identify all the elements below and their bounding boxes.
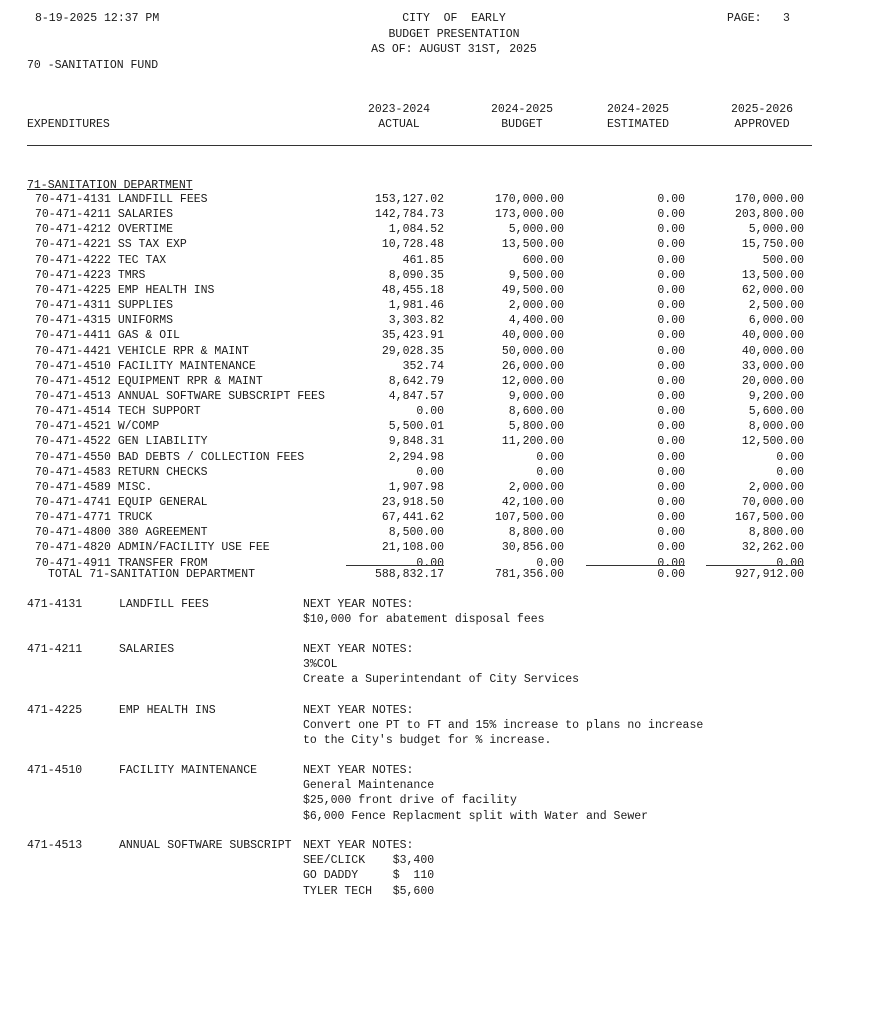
- approved-cell: 203,800.00: [734, 208, 804, 222]
- total-budget: 781,356.00: [494, 568, 564, 581]
- account-cell: 70-471-4514 TECH SUPPORT: [35, 405, 201, 419]
- budget-cell: 5,800.00: [508, 420, 564, 434]
- note-account-name: LANDFILL FEES: [119, 598, 209, 611]
- account-cell: 70-471-4741 EQUIP GENERAL: [35, 496, 208, 509]
- actual-cell: 1,907.98: [388, 480, 444, 494]
- estimated-cell: 0.00: [657, 496, 685, 509]
- actual-cell: 0.00: [416, 405, 444, 419]
- note-heading: NEXT YEAR NOTES:: [303, 839, 414, 852]
- account-cell: 70-471-4421 VEHICLE RPR & MAINT: [35, 344, 249, 358]
- note-line: $6,000 Fence Replacment split with Water and Sewer: [303, 809, 649, 823]
- approved-cell: 6,000.00: [748, 314, 804, 328]
- budget-cell: 11,200.00: [501, 435, 564, 449]
- approved-cell: 0.00: [776, 450, 804, 464]
- actual-cell: 461.85: [402, 253, 444, 267]
- actual-cell: 142,784.73: [374, 208, 444, 222]
- col4-type: APPROVED: [734, 118, 790, 131]
- approved-cell: 40,000.00: [741, 329, 804, 343]
- estimated-cell: 0.00: [657, 526, 685, 540]
- col3-type: ESTIMATED: [606, 118, 670, 131]
- estimated-cell: 0.00: [657, 283, 685, 297]
- actual-cell: 0.00: [416, 465, 444, 479]
- budget-cell: 8,800.00: [508, 526, 564, 540]
- col2-year: 2024-2025: [490, 103, 554, 116]
- actual-cell: 67,441.62: [381, 511, 444, 525]
- budget-cell: 12,000.00: [501, 374, 564, 388]
- actual-cell: 4,847.57: [388, 389, 444, 403]
- department-title: 71-SANITATION DEPARTMENT: [27, 179, 193, 192]
- table-row: [0, 389, 889, 404]
- budget-cell: 0.00: [536, 556, 564, 570]
- estimated-cell: 0.00: [657, 238, 685, 252]
- approved-cell: 2,500.00: [748, 299, 804, 313]
- budget-cell: 5,000.00: [508, 223, 564, 237]
- table-row: [0, 283, 889, 298]
- table-row: [0, 253, 889, 268]
- approved-cell: 2,000.00: [748, 480, 804, 494]
- budget-cell: 0.00: [536, 450, 564, 464]
- budget-cell: 40,000.00: [501, 329, 564, 343]
- table-row: [0, 344, 889, 359]
- note-account-code: 471-4510: [27, 764, 83, 777]
- budget-cell: 4,400.00: [508, 314, 564, 328]
- approved-cell: 33,000.00: [741, 359, 804, 373]
- total-label: TOTAL 71-SANITATION DEPARTMENT: [48, 568, 256, 581]
- actual-cell: 48,455.18: [381, 283, 444, 297]
- table-row: [0, 313, 889, 328]
- total-rule-estimated: [586, 565, 685, 566]
- note-line: Create a Superintendant of City Services: [303, 673, 580, 687]
- note-heading: NEXT YEAR NOTES:: [303, 643, 414, 656]
- budget-cell: 0.00: [536, 465, 564, 479]
- table-row: [0, 268, 889, 283]
- approved-cell: 8,000.00: [748, 420, 804, 434]
- approved-cell: 9,200.00: [748, 389, 804, 403]
- note-account-name: FACILITY MAINTENANCE: [119, 764, 258, 777]
- estimated-cell: 0.00: [657, 359, 685, 373]
- col1-year: 2023-2024: [367, 103, 431, 116]
- approved-cell: 32,262.00: [741, 541, 804, 555]
- table-row: [0, 404, 889, 419]
- budget-cell: 2,000.00: [508, 299, 564, 313]
- section-label: EXPENDITURES: [27, 118, 110, 131]
- budget-cell: 170,000.00: [494, 193, 564, 206]
- table-row: [0, 495, 889, 510]
- account-cell: 70-471-4315 UNIFORMS: [35, 314, 174, 328]
- approved-cell: 70,000.00: [741, 496, 804, 509]
- estimated-cell: 0.00: [657, 420, 685, 434]
- approved-cell: 5,600.00: [748, 405, 804, 419]
- note-account-code: 471-4211: [27, 643, 83, 656]
- total-estimated: 0.00: [657, 568, 685, 581]
- note-line: $25,000 front drive of facility: [303, 794, 517, 808]
- estimated-cell: 0.00: [657, 253, 685, 267]
- account-cell: 70-471-4583 RETURN CHECKS: [35, 465, 208, 479]
- note-line: Convert one PT to FT and 15% increase to plans no increase: [303, 719, 704, 733]
- account-cell: 70-471-4522 GEN LIABILITY: [35, 435, 208, 449]
- approved-cell: 20,000.00: [741, 374, 804, 388]
- approved-cell: 5,000.00: [748, 223, 804, 237]
- account-cell: 70-471-4510 FACILITY MAINTENANCE: [35, 359, 256, 373]
- approved-cell: 15,750.00: [741, 238, 804, 252]
- table-row: [0, 237, 889, 252]
- note-account-name: SALARIES: [119, 643, 175, 656]
- approved-cell: 167,500.00: [734, 511, 804, 525]
- account-cell: 70-471-4211 SALARIES: [35, 208, 174, 222]
- table-row: [0, 525, 889, 540]
- account-cell: 70-471-4771 TRUCK: [35, 511, 153, 525]
- budget-cell: 26,000.00: [501, 359, 564, 373]
- actual-cell: 1,084.52: [388, 223, 444, 237]
- actual-cell: 10,728.48: [381, 238, 444, 252]
- account-cell: 70-471-4589 MISC.: [35, 480, 153, 494]
- note-line: to the City's budget for % increase.: [303, 734, 552, 748]
- page-label: PAGE:: [727, 12, 762, 25]
- col4-year: 2025-2026: [730, 103, 794, 116]
- approved-cell: 0.00: [776, 556, 804, 570]
- estimated-cell: 0.00: [657, 314, 685, 328]
- estimated-cell: 0.00: [657, 208, 685, 222]
- account-cell: 70-471-4212 OVERTIME: [35, 223, 174, 237]
- approved-cell: 170,000.00: [734, 193, 804, 206]
- estimated-cell: 0.00: [657, 329, 685, 343]
- table-row: [0, 298, 889, 313]
- account-cell: 70-471-4311 SUPPLIES: [35, 299, 174, 313]
- note-line: General Maintenance: [303, 779, 435, 793]
- table-row: [0, 434, 889, 449]
- actual-cell: 35,423.91: [381, 329, 444, 343]
- estimated-cell: 0.00: [657, 450, 685, 464]
- budget-cell: 2,000.00: [508, 480, 564, 494]
- account-cell: 70-471-4512 EQUIPMENT RPR & MAINT: [35, 374, 263, 388]
- table-row: [0, 540, 889, 555]
- account-cell: 70-471-4221 SS TAX EXP: [35, 238, 187, 252]
- city-name: CITY OF EARLY: [402, 12, 506, 25]
- account-cell: 70-471-4820 ADMIN/FACILITY USE FEE: [35, 541, 270, 555]
- budget-cell: 9,000.00: [508, 389, 564, 403]
- table-row: [0, 192, 889, 207]
- table-row: [0, 359, 889, 374]
- report-datetime: 8-19-2025 12:37 PM: [35, 12, 160, 25]
- actual-cell: 8,090.35: [388, 268, 444, 282]
- note-account-name: EMP HEALTH INS: [119, 704, 216, 717]
- account-cell: 70-471-4222 TEC TAX: [35, 253, 167, 267]
- budget-cell: 9,500.00: [508, 268, 564, 282]
- account-cell: 70-471-4131 LANDFILL FEES: [35, 193, 208, 206]
- report-as-of: AS OF: AUGUST 31ST, 2025: [371, 43, 537, 56]
- table-row: [0, 419, 889, 434]
- budget-cell: 173,000.00: [494, 208, 564, 222]
- report-title: BUDGET PRESENTATION: [388, 28, 520, 41]
- budget-cell: 42,100.00: [501, 496, 564, 509]
- note-heading: NEXT YEAR NOTES:: [303, 764, 414, 777]
- note-line: SEE/CLICK $3,400: [303, 854, 435, 868]
- budget-cell: 50,000.00: [501, 344, 564, 358]
- account-cell: 70-471-4223 TMRS: [35, 268, 146, 282]
- note-account-code: 471-4225: [27, 704, 83, 717]
- account-cell: 70-471-4521 W/COMP: [35, 420, 160, 434]
- approved-cell: 62,000.00: [741, 283, 804, 297]
- col1-type: ACTUAL: [378, 118, 420, 131]
- estimated-cell: 0.00: [657, 511, 685, 525]
- budget-cell: 13,500.00: [501, 238, 564, 252]
- estimated-cell: 0.00: [657, 389, 685, 403]
- total-actual: 588,832.17: [374, 568, 444, 581]
- approved-cell: 0.00: [776, 465, 804, 479]
- estimated-cell: 0.00: [657, 405, 685, 419]
- actual-cell: 153,127.02: [374, 193, 444, 206]
- estimated-cell: 0.00: [657, 223, 685, 237]
- page-number: 3: [783, 12, 790, 25]
- note-heading: NEXT YEAR NOTES:: [303, 598, 414, 611]
- estimated-cell: 0.00: [657, 541, 685, 555]
- approved-cell: 8,800.00: [748, 526, 804, 540]
- budget-cell: 600.00: [522, 253, 564, 267]
- account-cell: 70-471-4513 ANNUAL SOFTWARE SUBSCRIPT FEES: [35, 389, 325, 403]
- actual-cell: 8,500.00: [388, 526, 444, 540]
- approved-cell: 13,500.00: [741, 268, 804, 282]
- budget-cell: 30,856.00: [501, 541, 564, 555]
- note-heading: NEXT YEAR NOTES:: [303, 704, 414, 717]
- actual-cell: 1,981.46: [388, 299, 444, 313]
- budget-cell: 107,500.00: [494, 511, 564, 525]
- header-divider: [27, 145, 812, 146]
- actual-cell: 21,108.00: [381, 541, 444, 555]
- col3-year: 2024-2025: [606, 103, 670, 116]
- table-row: [0, 450, 889, 465]
- fund-name: 70 -SANITATION FUND: [27, 59, 159, 72]
- table-row: [0, 222, 889, 237]
- note-line: $10,000 for abatement disposal fees: [303, 613, 545, 627]
- total-approved: 927,912.00: [734, 568, 804, 581]
- estimated-cell: 0.00: [657, 299, 685, 313]
- table-row: [0, 374, 889, 389]
- actual-cell: 3,303.82: [388, 314, 444, 328]
- estimated-cell: 0.00: [657, 344, 685, 358]
- table-row: [0, 465, 889, 480]
- actual-cell: 9,848.31: [388, 435, 444, 449]
- table-row: [0, 480, 889, 495]
- approved-cell: 40,000.00: [741, 344, 804, 358]
- estimated-cell: 0.00: [657, 556, 685, 570]
- account-cell: 70-471-4911 TRANSFER FROM: [35, 556, 208, 570]
- table-row: [0, 207, 889, 222]
- budget-cell: 8,600.00: [508, 405, 564, 419]
- total-row: [0, 567, 889, 582]
- estimated-cell: 0.00: [657, 435, 685, 449]
- budget-cell: 49,500.00: [501, 283, 564, 297]
- note-line: 3%COL: [303, 658, 338, 672]
- actual-cell: 0.00: [416, 556, 444, 570]
- estimated-cell: 0.00: [657, 374, 685, 388]
- note-account-code: 471-4131: [27, 598, 83, 611]
- approved-cell: 12,500.00: [741, 435, 804, 449]
- table-row: [0, 328, 889, 343]
- total-rule-approved: [706, 565, 804, 566]
- account-cell: 70-471-4225 EMP HEALTH INS: [35, 283, 215, 297]
- note-line: TYLER TECH $5,600: [303, 884, 435, 898]
- estimated-cell: 0.00: [657, 465, 685, 479]
- actual-cell: 23,918.50: [381, 496, 444, 509]
- actual-cell: 352.74: [402, 359, 444, 373]
- account-cell: 70-471-4411 GAS & OIL: [35, 329, 180, 343]
- estimated-cell: 0.00: [657, 193, 685, 206]
- table-row: [0, 510, 889, 525]
- actual-cell: 8,642.79: [388, 374, 444, 388]
- actual-cell: 5,500.01: [388, 420, 444, 434]
- actual-cell: 29,028.35: [381, 344, 444, 358]
- estimated-cell: 0.00: [657, 268, 685, 282]
- account-cell: 70-471-4550 BAD DEBTS / COLLECTION FEES: [35, 450, 305, 464]
- account-cell: 70-471-4800 380 AGREEMENT: [35, 526, 208, 540]
- actual-cell: 2,294.98: [388, 450, 444, 464]
- note-account-code: 471-4513: [27, 839, 83, 852]
- col2-type: BUDGET: [501, 118, 543, 131]
- note-account-name: ANNUAL SOFTWARE SUBSCRIPT: [119, 839, 292, 852]
- note-line: GO DADDY $ 110: [303, 869, 435, 883]
- estimated-cell: 0.00: [657, 480, 685, 494]
- approved-cell: 500.00: [762, 253, 804, 267]
- total-rule-actual: [346, 565, 444, 566]
